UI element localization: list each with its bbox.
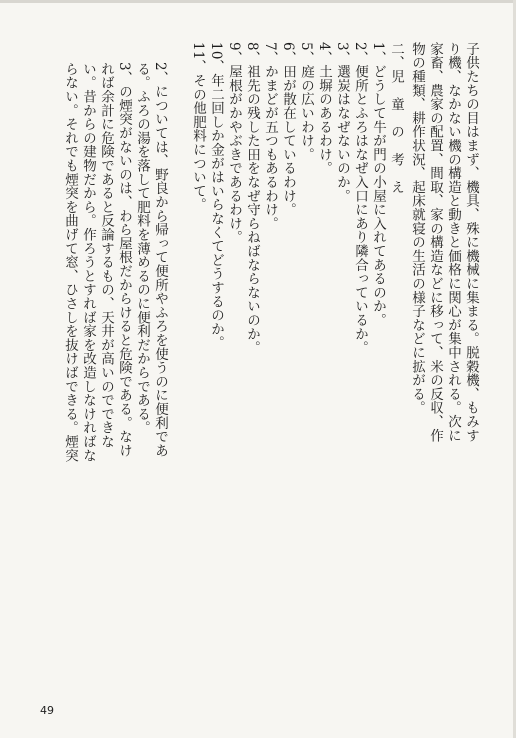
list-item: 11、その他肥料について。 <box>190 42 206 212</box>
list-item: 1、どうして牛が門の小屋に入れてあるのか。 <box>370 42 386 327</box>
list-item: 9、屋根がかやぶきであるわけ。 <box>226 42 242 245</box>
section-heading: 二、児 童 の 考 え <box>388 42 404 194</box>
list-item: 5、庭の広いわけ。 <box>298 42 314 162</box>
text-column: れば余計に危険であると反論するもの、天井が高いのでできな <box>98 62 114 449</box>
scan-edge-top <box>0 0 516 3</box>
page-number: 49 <box>40 704 54 717</box>
text-column: 子供たちの目はまず、機具、殊に機械に集まる。脱穀機、もみす <box>463 42 479 443</box>
list-item: 3、選炭はなぜないのか。 <box>334 42 350 203</box>
text-column: り機、なかない機の構造と動きと価格に関心が集中される。次に <box>445 42 461 443</box>
text-column: らない。それでも煙突を曲げて窓、ひさしを抜けばできる。煙突 <box>62 62 78 463</box>
list-item: 4、土塀のあるわけ。 <box>316 42 332 176</box>
list-item: 10、年二回しか金がはいらなくてどうするのか。 <box>208 42 224 350</box>
text-column: 3、の煙突がないのは、わら屋根だからけると危険である。なけ <box>116 62 132 458</box>
text-column: る。ふろの湯を落して肥料を薄めるのに便利だからである。 <box>134 62 150 435</box>
list-item: 6、田が散在しているわけ。 <box>280 42 296 217</box>
text-column: 物の種類、耕作状況、起床就寝の生活の様子などに拡がる。 <box>409 42 425 415</box>
list-item: 8、祖先の残した田をなぜ守らねばならないのか。 <box>244 42 260 355</box>
list-item: 7、かまどが五つもあるわけ。 <box>262 42 278 231</box>
text-column: 家畜、農家の配置、間取、家の構造などに移って、米の反収、作 <box>427 42 443 443</box>
list-item: 2、便所とふろはなぜ入口にあり隣合っているか。 <box>352 42 368 355</box>
text-column: い。昔からの建物だから。作ろうとすれば家を改造しなければな <box>80 62 96 463</box>
text-column: 2、については、野良から帰って便所やふろを使うのに便利であ <box>152 62 168 458</box>
